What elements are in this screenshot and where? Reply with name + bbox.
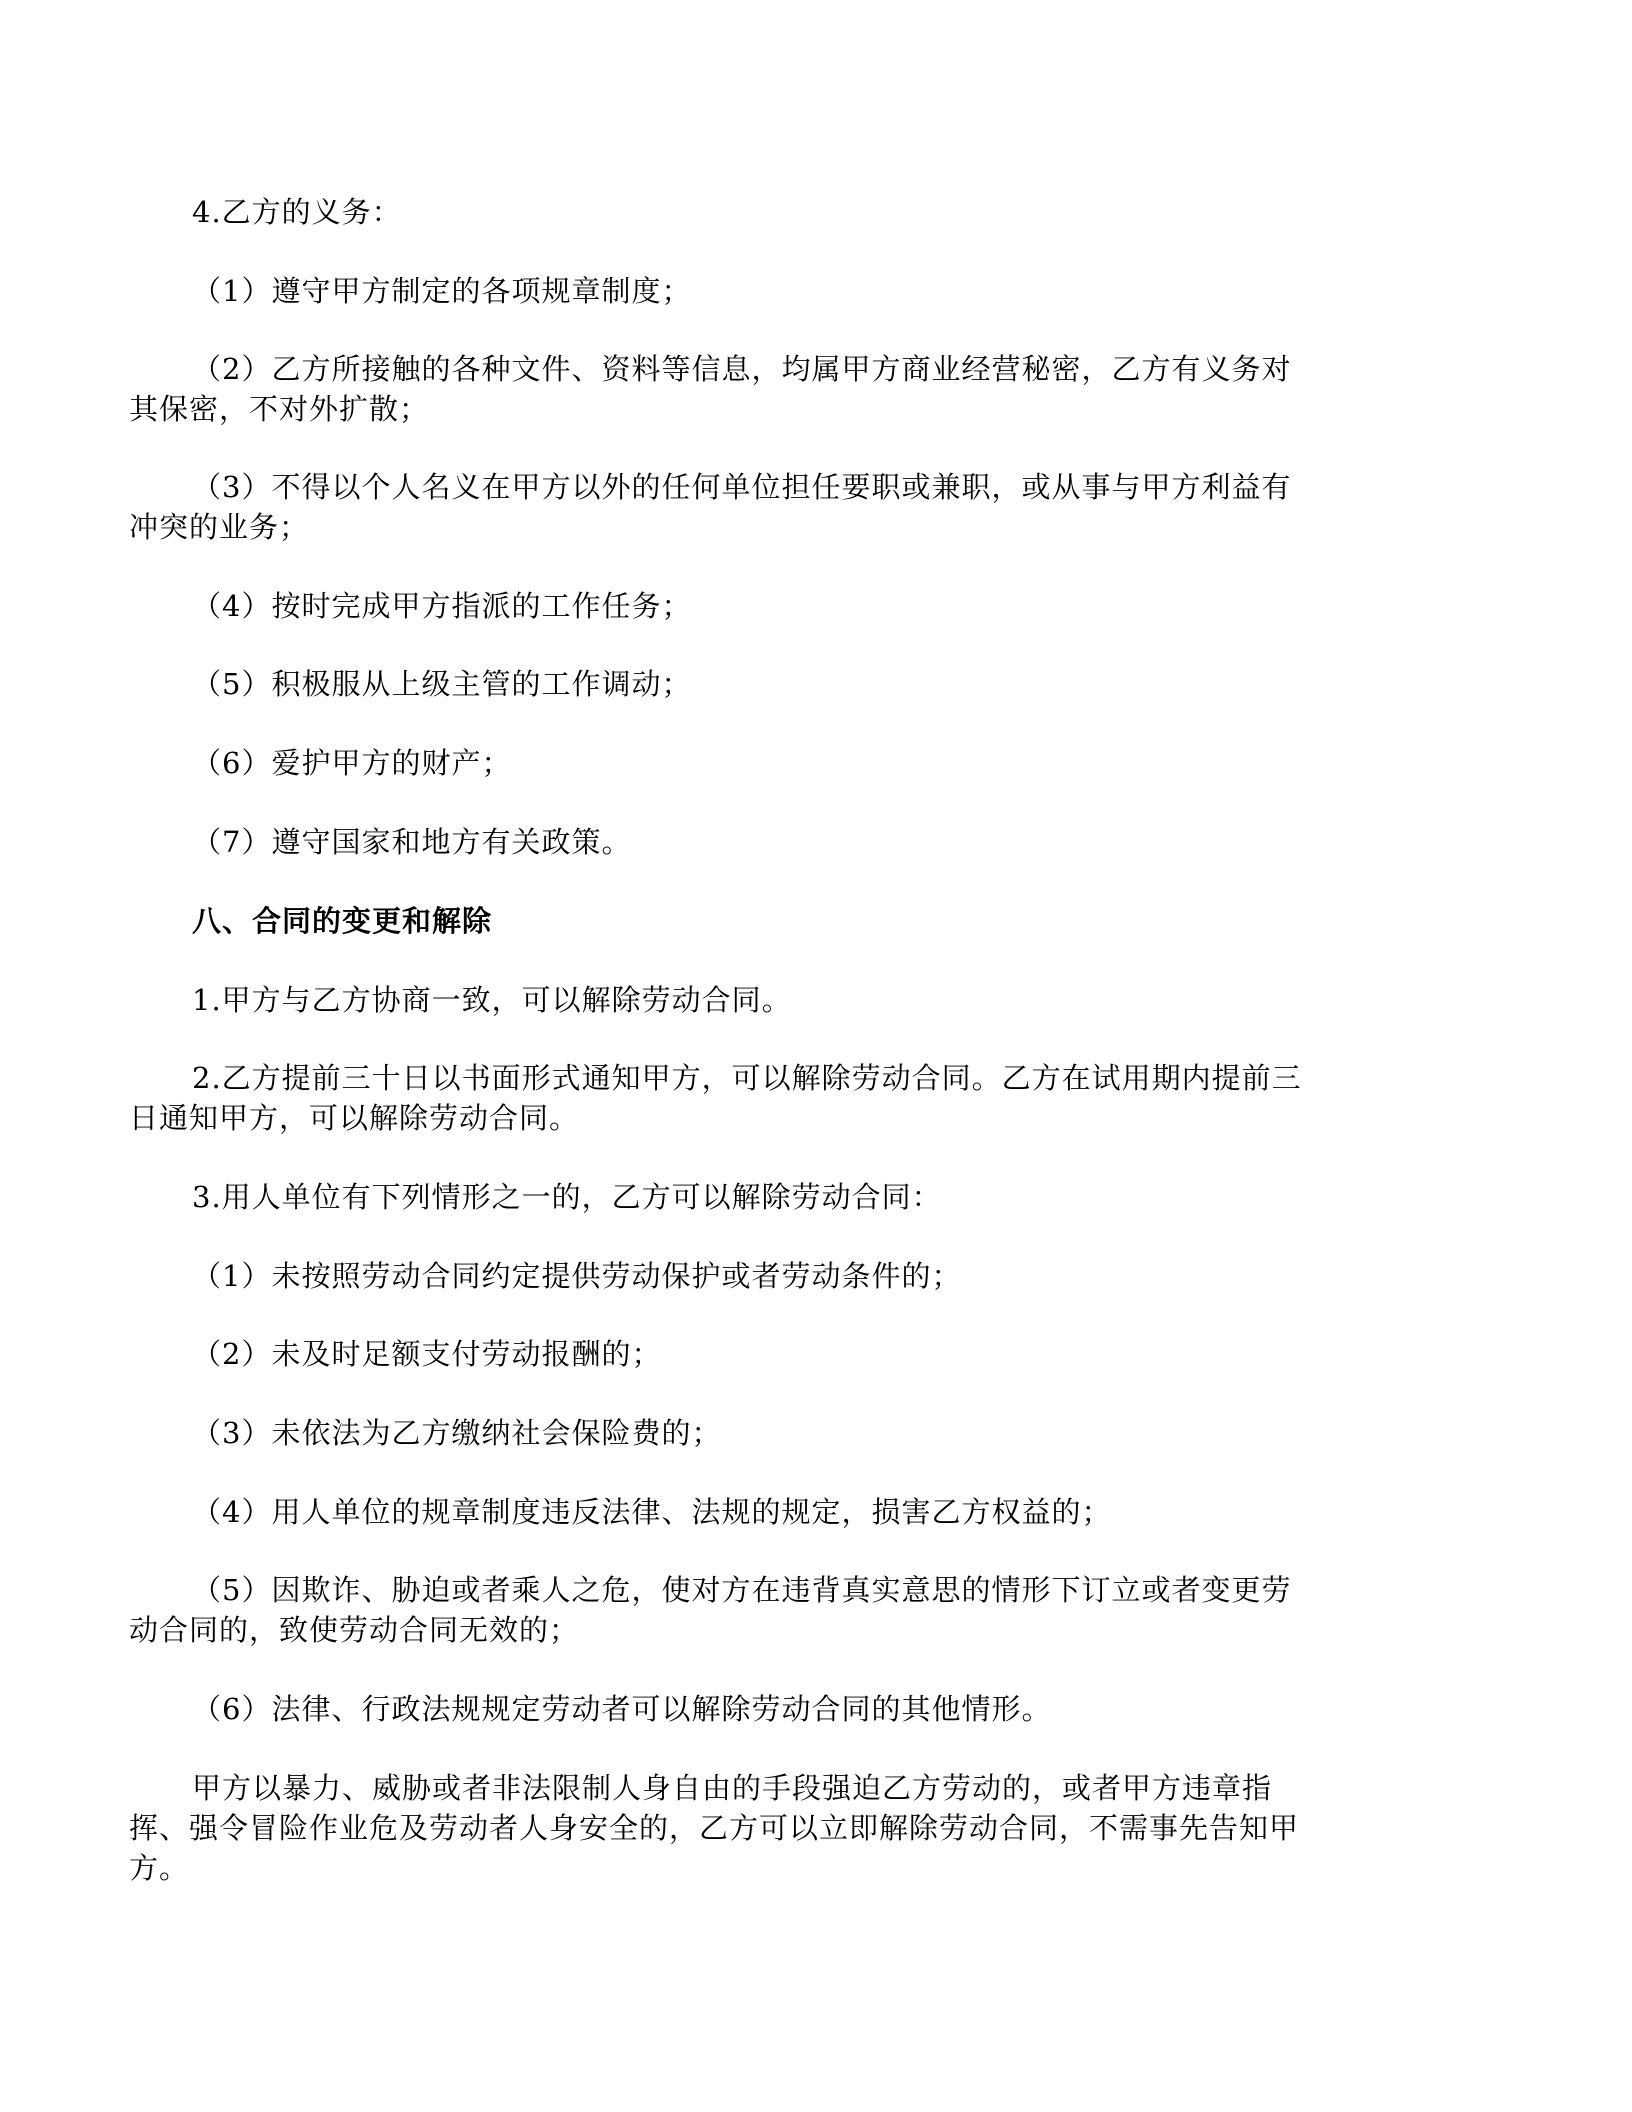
paragraph-clause-2 <box>129 1058 1442 1138</box>
paragraph-condition-1 <box>192 1256 1442 1296</box>
section-heading <box>192 901 1442 941</box>
text-line: （5）积极服从上级主管的工作调动； <box>192 667 692 701</box>
paragraph-item-7 <box>192 822 1442 862</box>
text-line: （6）法律、行政法规规定劳动者可以解除劳动合同的其他情形。 <box>192 1692 1052 1726</box>
paragraph-item-2 <box>129 349 1442 429</box>
paragraph-item-3 <box>129 467 1442 547</box>
paragraph-condition-2 <box>192 1334 1442 1374</box>
heading-text: 八、合同的变更和解除 <box>192 904 493 938</box>
text-line: （2）乙方所接触的各种文件、资料等信息，均属甲方商业经营秘密，乙方有义务对 <box>192 352 1292 386</box>
paragraph-condition-5 <box>129 1570 1442 1650</box>
paragraph-condition-4 <box>192 1492 1442 1532</box>
text-line: 冲突的业务； <box>129 510 310 544</box>
text-line: （5）因欺诈、胁迫或者乘人之危，使对方在违背真实意思的情形下订立或者变更劳 <box>192 1573 1292 1607</box>
text-line: （6）爱护甲方的财产； <box>192 746 512 780</box>
text-line: （3）不得以个人名义在甲方以外的任何单位担任要职或兼职，或从事与甲方利益有 <box>192 470 1292 504</box>
text-line: （4）按时完成甲方指派的工作任务； <box>192 589 692 623</box>
paragraph-item-5 <box>192 664 1442 704</box>
paragraph-obligations-heading <box>192 192 1442 232</box>
text-line: 动合同的，致使劳动合同无效的； <box>129 1613 580 1647</box>
text-line: 挥、强令冒险作业危及劳动者人身安全的，乙方可以立即解除劳动合同，不需事先告知甲 <box>129 1811 1300 1845</box>
text-line: （4）用人单位的规章制度违反法律、法规的规定，损害乙方权益的； <box>192 1495 1112 1529</box>
text-line: （1）未按照劳动合同约定提供劳动保护或者劳动条件的； <box>192 1259 962 1293</box>
text-line: 2.乙方提前三十日以书面形式通知甲方，可以解除劳动合同。乙方在试用期内提前三 <box>192 1061 1302 1095</box>
paragraph-clause-3 <box>192 1177 1442 1217</box>
text-line: （7）遵守国家和地方有关政策。 <box>192 825 632 859</box>
text-line: 方。 <box>129 1851 190 1885</box>
paragraph-item-1 <box>192 271 1442 311</box>
text-line: 4.乙方的义务： <box>192 195 402 229</box>
text-line: 其保密，不对外扩散； <box>129 392 430 426</box>
text-line: （3）未依法为乙方缴纳社会保险费的； <box>192 1416 722 1450</box>
paragraph-item-4 <box>192 586 1442 626</box>
paragraph-item-6 <box>192 743 1442 783</box>
text-line: （2）未及时足额支付劳动报酬的； <box>192 1337 662 1371</box>
text-line: 日通知甲方，可以解除劳动合同。 <box>129 1101 580 1135</box>
paragraph-clause-1 <box>192 980 1442 1020</box>
text-line: 甲方以暴力、威胁或者非法限制人身自由的手段强迫乙方劳动的，或者甲方违章指 <box>192 1771 1273 1805</box>
paragraph-condition-6 <box>192 1689 1442 1729</box>
text-line: 1.甲方与乙方协商一致，可以解除劳动合同。 <box>192 983 792 1017</box>
text-line: 3.用人单位有下列情形之一的，乙方可以解除劳动合同： <box>192 1180 942 1214</box>
text-line: （1）遵守甲方制定的各项规章制度； <box>192 274 692 308</box>
paragraph-immediate-termination <box>129 1768 1442 1888</box>
paragraph-condition-3 <box>192 1413 1442 1453</box>
